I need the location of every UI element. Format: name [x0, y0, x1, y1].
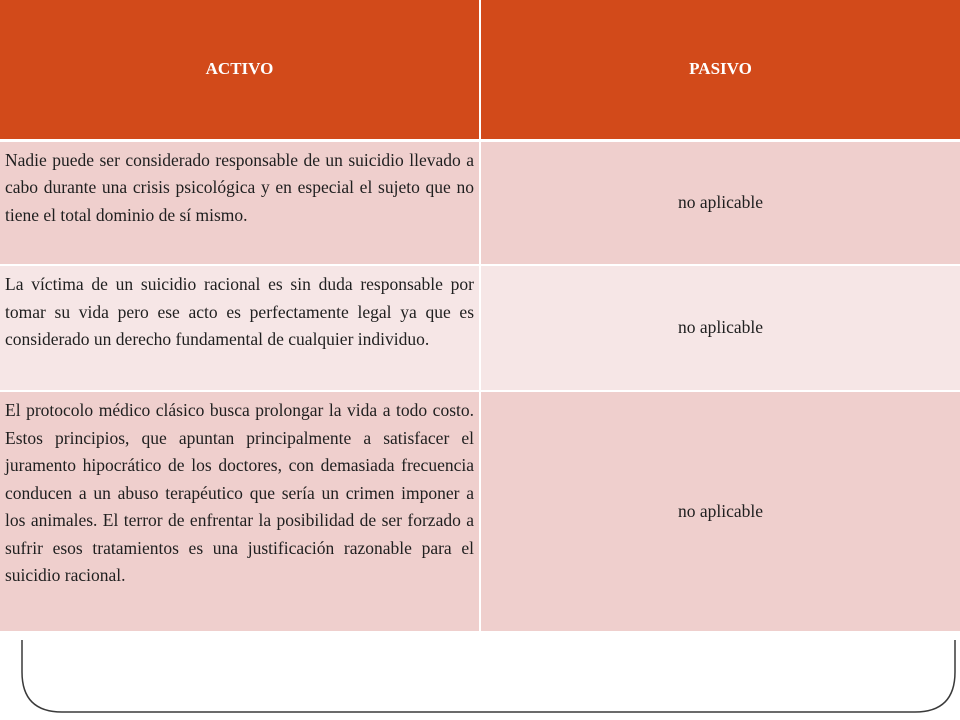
activo-cell: La víctima de un suicidio racional es sin duda responsable por tomar su vida pero ese acto es perfectamente legal ya que es considerado un derecho fundamental de cualquier individuo. [0, 265, 480, 391]
pasivo-cell: no aplicable [480, 391, 960, 632]
pasivo-cell: no aplicable [480, 265, 960, 391]
pasivo-cell: no aplicable [480, 140, 960, 265]
table-row [0, 140, 960, 265]
header-row [0, 0, 960, 140]
activo-cell: Nadie puede ser considerado responsable de un suicidio llevado a cabo durante una crisis psicológica y en especial el sujeto que no tiene el total dominio de sí mismo. [0, 140, 480, 265]
table-row [0, 391, 960, 632]
table-row [0, 265, 960, 391]
activo-cell: El protocolo médico clásico busca prolongar la vida a todo costo. Estos principios, que apuntan principalmente a satisfacer el juramento hipocrático de los doctores, con demasiada frecuencia conducen a un abuso terapéutico que sería un crimen imponer a los animales. El terror de enfrentar la posibilidad de ser forzado a sufrir esos tratamientos es una justificación razonable para el suicidio racional. [0, 391, 480, 632]
header-pasivo: PASIVO [480, 0, 960, 140]
header-activo: ACTIVO [0, 0, 480, 140]
frame-border [22, 640, 955, 712]
